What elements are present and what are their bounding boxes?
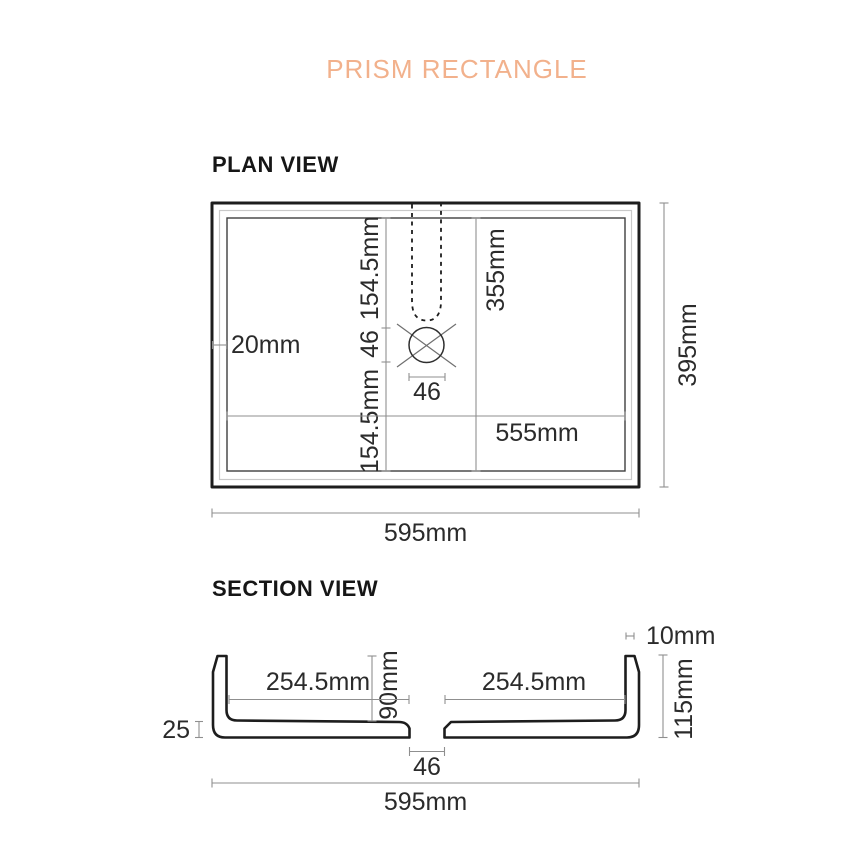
dim-label-section-height: 115mm: [670, 658, 698, 740]
dim-section-height: [659, 655, 699, 740]
dim-label-overall-width: 595mm: [383, 519, 468, 547]
dim-label-drain-opening-vertical: 46: [356, 330, 384, 358]
dim-label-section-drain-width: 46: [413, 753, 441, 781]
dim-drain-opening-width: [409, 373, 445, 406]
dim-rim-thickness: [626, 622, 715, 650]
section-view-heading: SECTION VIEW: [212, 576, 379, 601]
dim-section-drain-width: [410, 747, 445, 781]
dim-label-drain-offset-bottom: 154.5mm: [356, 368, 384, 474]
dim-label-bowl-depth: 90mm: [375, 650, 403, 720]
plan-view-drawing: [212, 203, 702, 547]
dim-label-wall-thickness: 20mm: [231, 331, 301, 359]
dim-label-drain-opening-width: 46: [413, 378, 441, 406]
dim-label-floor-right: 254.5mm: [481, 668, 587, 696]
dim-label-rim-thickness: 10mm: [646, 622, 716, 650]
plan-view-heading: PLAN VIEW: [212, 152, 339, 177]
dim-base-thickness: [162, 716, 203, 744]
dim-section-width: [212, 779, 639, 817]
dim-label-inner-width: 555mm: [495, 419, 579, 447]
dim-bowl-depth: [368, 650, 404, 721]
dim-overall-width: [212, 509, 639, 548]
dim-label-overall-height: 395mm: [674, 303, 702, 387]
dim-label-base-thickness: 25: [162, 716, 190, 744]
dim-overall-height: [660, 203, 703, 487]
dim-label-section-width: 595mm: [383, 788, 468, 816]
dim-label-inner-height: 355mm: [482, 228, 510, 312]
dim-floor-right: [445, 668, 625, 704]
dim-label-drain-offset-top: 154.5mm: [356, 215, 384, 321]
section-view-drawing: [162, 622, 715, 816]
product-title: PRISM RECTANGLE: [326, 54, 588, 84]
dim-label-floor-left: 254.5mm: [265, 668, 371, 696]
